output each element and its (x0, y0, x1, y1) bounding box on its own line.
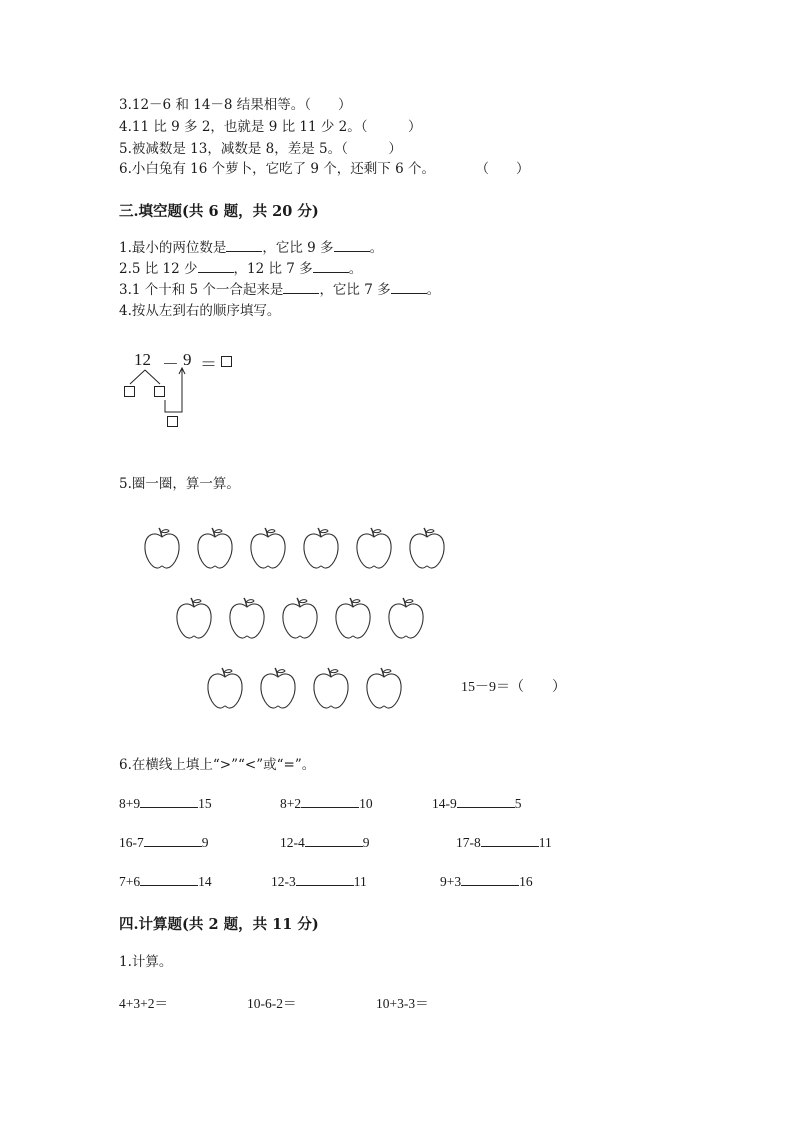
tree-result-box[interactable] (221, 356, 232, 367)
tree-operator: － (162, 355, 179, 374)
fill-q2-text-b: ，12 比 7 多 (233, 261, 313, 277)
compare-blank[interactable] (140, 795, 198, 808)
compare-row (119, 873, 212, 890)
fill-question-3 (119, 281, 440, 299)
fill-q3-text-c: 。 (426, 282, 441, 298)
compare-blank[interactable] (461, 873, 519, 886)
compare-left: 8+9 (119, 796, 141, 811)
compare-blank[interactable] (457, 795, 515, 808)
judge-item-3: 3.12－6 和 14－8 结果相等。（ ） (119, 97, 352, 113)
calc-expression-2: 10-6-2＝ (247, 996, 297, 1011)
fill-q2-blank-2[interactable] (313, 260, 349, 273)
apple-icon[interactable] (355, 527, 393, 571)
section4-title: 四.计算题(共 2 题，共 11 分) (119, 916, 319, 933)
tree-left-number: 12 (134, 350, 151, 369)
calc-expression-1: 4+3+2＝ (119, 996, 168, 1011)
apple-icon[interactable] (228, 597, 266, 641)
compare-right: 14 (198, 874, 212, 889)
judge-item-4: 4.11 比 9 多 2，也就是 9 比 11 少 2。（ ） (119, 119, 422, 135)
fill-question-1 (119, 239, 383, 257)
tree-split-box-left[interactable] (124, 386, 135, 397)
judge-item-6: 6.小白兔有 16 个萝卜，它吃了 9 个，还剩下 6 个。 （ ） (119, 161, 530, 177)
apple-icon[interactable] (196, 527, 234, 571)
compare-right: 5 (514, 796, 522, 811)
compare-blank[interactable] (296, 873, 354, 886)
compare-right: 11 (353, 874, 367, 889)
compare-left: 16-7 (119, 835, 144, 850)
apple-icon[interactable] (387, 597, 425, 641)
compare-blank[interactable] (481, 834, 539, 847)
compare-left: 9+3 (440, 874, 462, 889)
compare-row (280, 795, 373, 812)
compare-blank[interactable] (305, 834, 363, 847)
compare-blank[interactable] (140, 873, 198, 886)
apple-icon[interactable] (408, 527, 446, 571)
judge-item-5: 5.被减数是 13，减数是 8，差是 5。（ ） (119, 141, 402, 157)
compare-left: 8+2 (280, 796, 302, 811)
compare-left: 17-8 (456, 835, 481, 850)
fill-q3-text-a: 3.1 个十和 5 个一合起来是 (119, 282, 284, 298)
apple-icon[interactable] (334, 597, 372, 641)
fill-q1-text-c: 。 (369, 240, 384, 256)
fill-q3-blank-2[interactable] (391, 281, 427, 294)
compare-blank[interactable] (144, 834, 202, 847)
tree-right-number: 9 (183, 350, 192, 369)
compare-right: 16 (519, 874, 533, 889)
compare-right: 15 (198, 796, 212, 811)
tree-equals: ＝ (200, 355, 217, 374)
fill-question-6: 6.在横线上填上“>”“<”或“=”。 (119, 757, 316, 773)
calc-expression-3: 10+3-3＝ (376, 996, 429, 1011)
fill-q2-text-c: 。 (348, 261, 363, 277)
tree-sum-box[interactable] (167, 416, 178, 427)
compare-left: 12-3 (271, 874, 296, 889)
fill-question-5: 5.圈一圈，算一算。 (119, 476, 240, 492)
apple-icon[interactable] (312, 667, 350, 711)
fill-q3-blank-1[interactable] (283, 281, 319, 294)
apple-icon[interactable] (259, 667, 297, 711)
compare-left: 7+6 (119, 874, 141, 889)
apple-icon[interactable] (249, 527, 287, 571)
fill-q2-text-a: 2.5 比 12 少 (119, 261, 198, 277)
apple-icon[interactable] (175, 597, 213, 641)
compare-row (432, 795, 522, 812)
fill-q1-blank-1[interactable] (226, 239, 262, 252)
tree-split-box-right[interactable] (154, 386, 165, 397)
fill-q1-text-b: ，它比 9 多 (262, 240, 334, 256)
compare-row (280, 834, 370, 851)
compare-right: 11 (538, 835, 552, 850)
compare-row (456, 834, 552, 851)
fill-q1-text-a: 1.最小的两位数是 (119, 240, 227, 256)
compare-row (119, 795, 212, 812)
apple-icon[interactable] (302, 527, 340, 571)
fill-question-2 (119, 260, 362, 278)
fill-q3-text-b: ，它比 7 多 (319, 282, 391, 298)
compare-left: 12-4 (280, 835, 305, 850)
compare-row (440, 873, 533, 890)
apple-icon[interactable] (281, 597, 319, 641)
compare-right: 10 (359, 796, 373, 811)
section3-title: 三.填空题(共 6 题，共 20 分) (119, 203, 319, 220)
apple-equation: 15－9＝（ ） (461, 680, 566, 695)
compare-right: 9 (201, 835, 209, 850)
fill-question-4: 4.按从左到右的顺序填写。 (119, 303, 281, 319)
compare-row (119, 834, 209, 851)
apple-icon[interactable] (365, 667, 403, 711)
calc-title: 1.计算。 (119, 954, 173, 970)
compare-left: 14-9 (432, 796, 457, 811)
fill-q2-blank-1[interactable] (198, 260, 234, 273)
fill-q1-blank-2[interactable] (334, 239, 370, 252)
apple-icon[interactable] (206, 667, 244, 711)
compare-right: 9 (362, 835, 370, 850)
apple-icon[interactable] (143, 527, 181, 571)
compare-blank[interactable] (301, 795, 359, 808)
compare-row (271, 873, 367, 890)
